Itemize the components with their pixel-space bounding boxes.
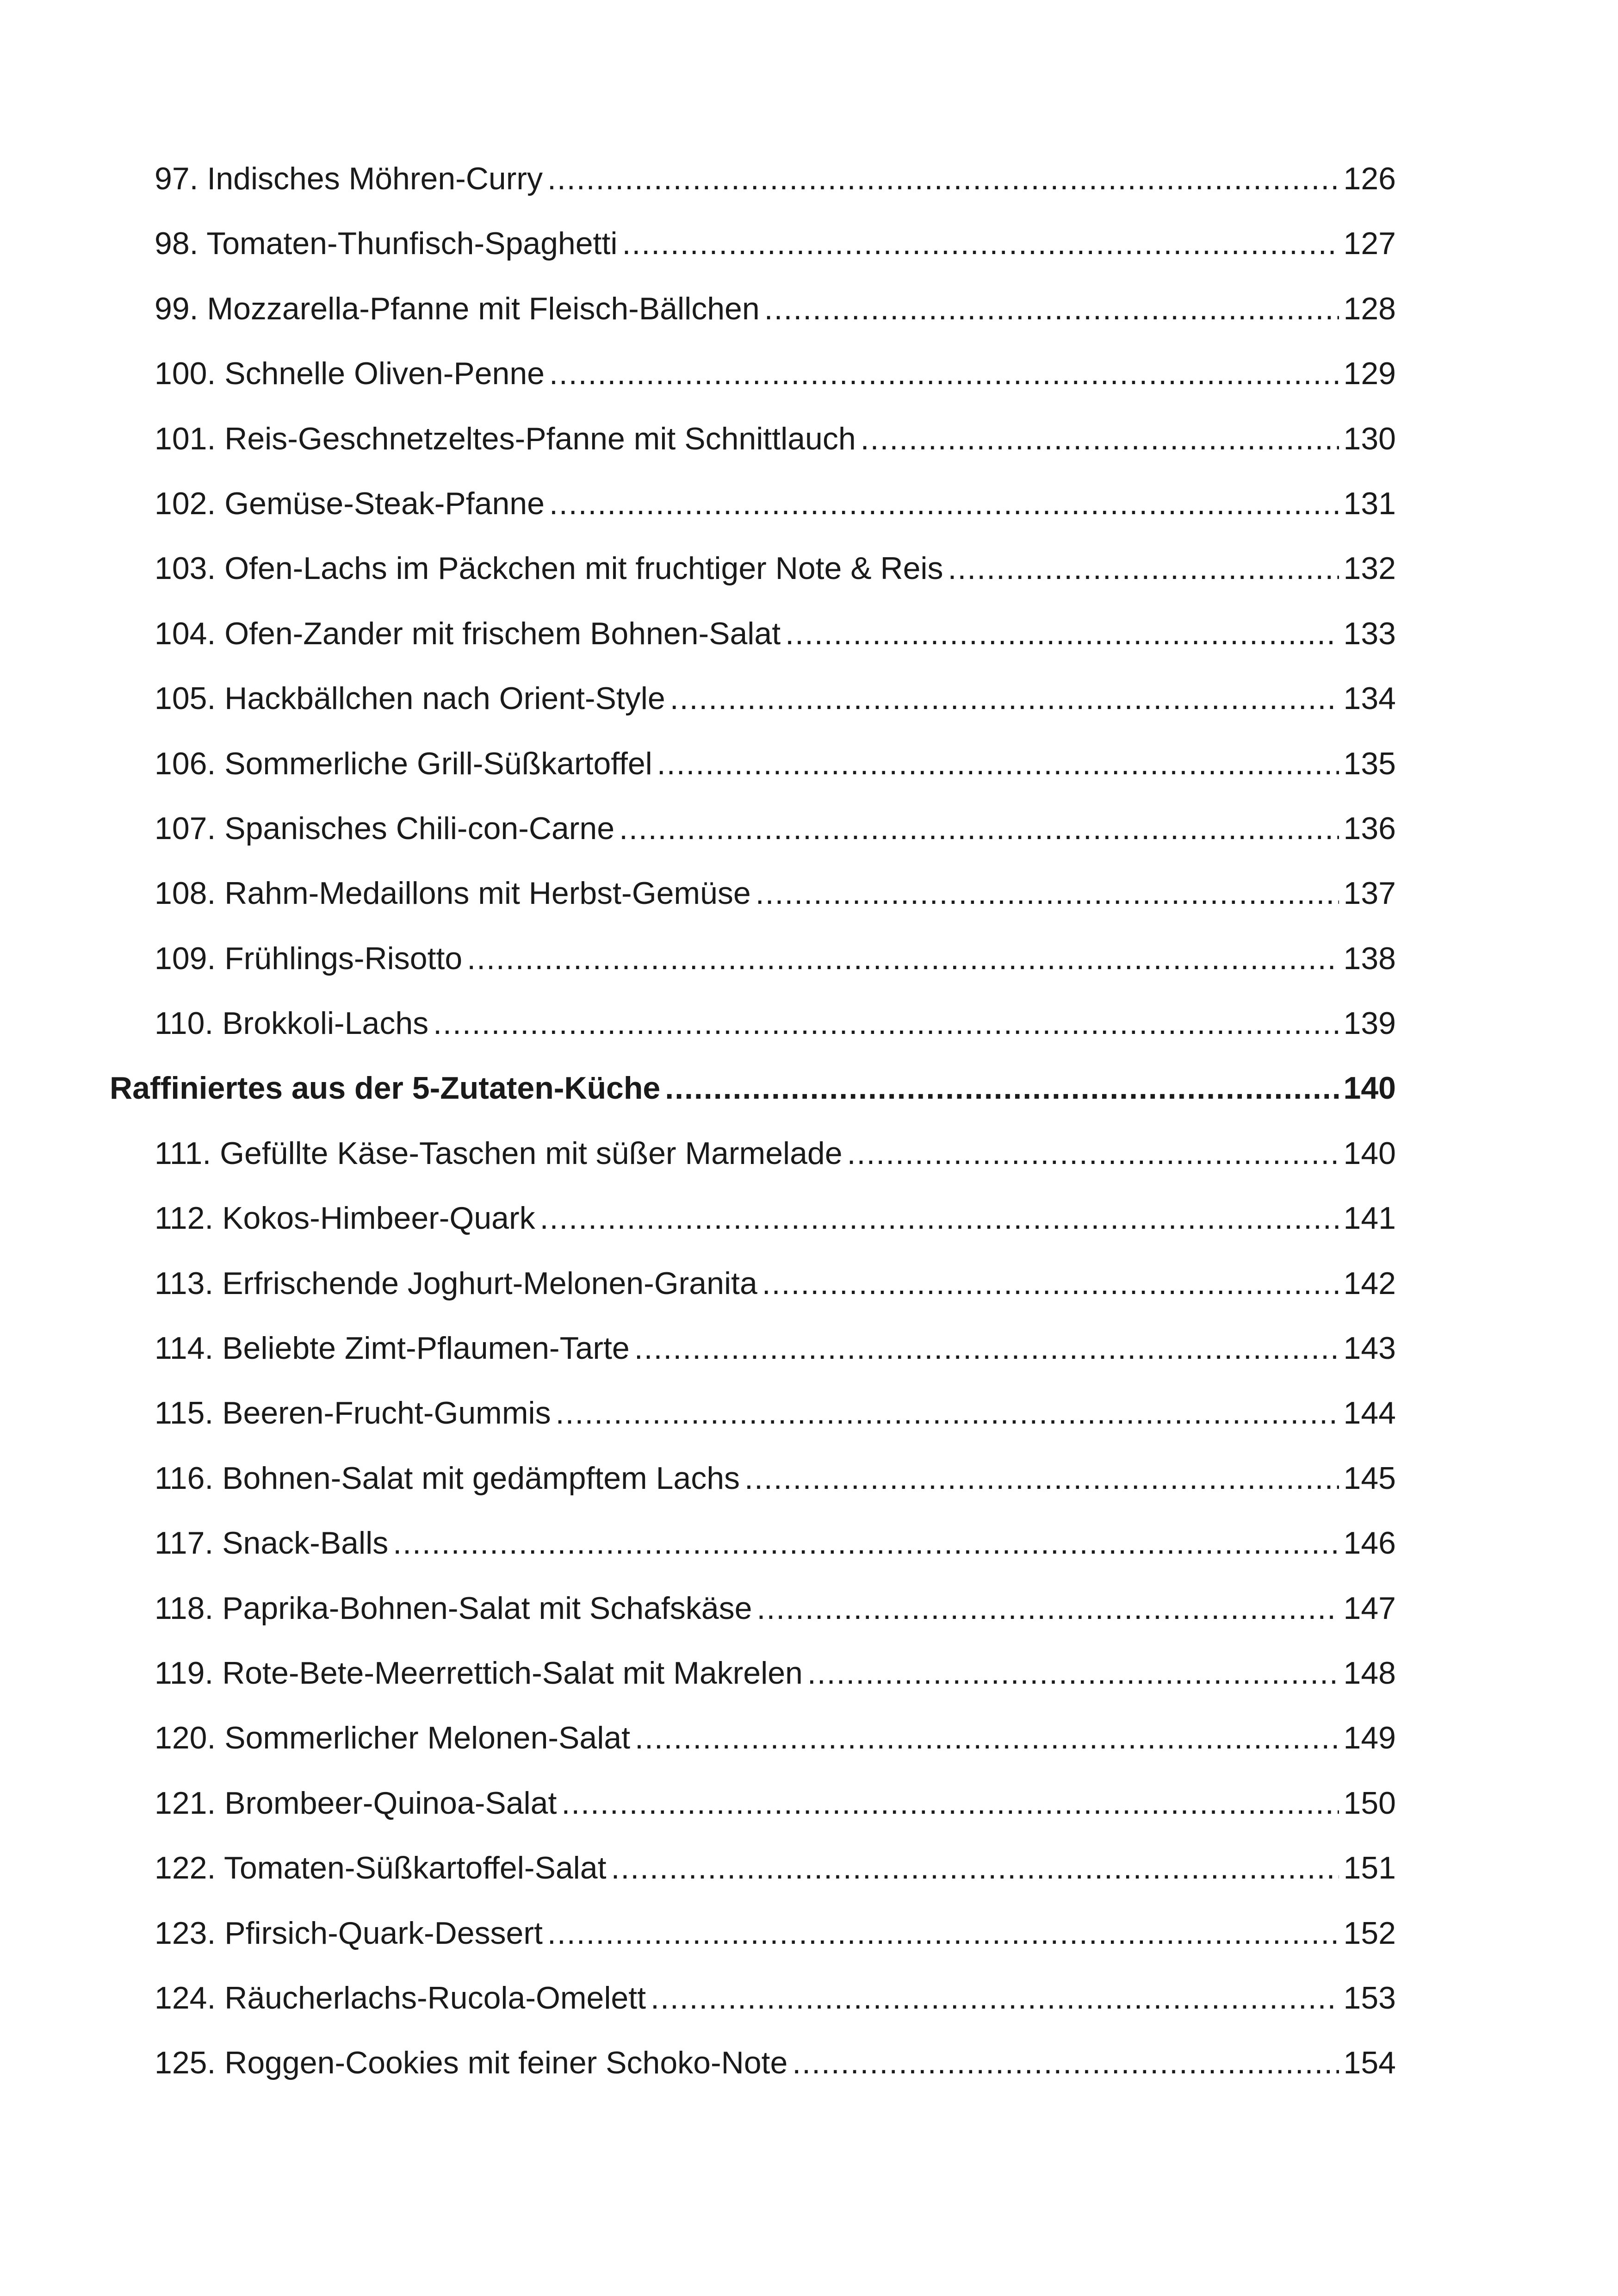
dot-leader [764,293,1339,324]
toc-entry[interactable] [110,358,1396,423]
dot-leader [807,1657,1339,1689]
entry-title: 118. Paprika-Bohnen-Salat mit Schafskäse [155,1590,752,1626]
toc-entry[interactable] [110,1202,1396,1267]
entry-title: 105. Hackbällchen nach Orient-Style [155,681,665,716]
entry-title: 103. Ofen-Lachs im Päckchen mit fruchtiger Note & Reis [155,551,943,586]
dot-leader [948,553,1339,584]
toc-entry[interactable] [110,748,1396,813]
entry-title: 117. Snack-Balls [155,1525,389,1561]
page-number: 140 [1343,1135,1396,1171]
toc-entry[interactable] [110,293,1396,358]
toc-entry[interactable] [110,1917,1396,1982]
dot-leader [847,1138,1339,1169]
dot-leader [634,1332,1339,1364]
toc-entry[interactable] [110,485,1396,553]
entry-title: 104. Ofen-Zander mit frischem Bohnen-Salat [155,616,781,651]
page-number: 141 [1343,1201,1396,1236]
toc-entry[interactable] [110,1527,1396,1592]
page-number: 146 [1343,1525,1396,1561]
entry-title: 110. Brokkoli-Lachs [155,1006,429,1041]
dot-leader [547,163,1339,194]
entry-title: 125. Roggen-Cookies mit feiner Schoko-Note [155,2045,788,2081]
page-number: 127 [1343,226,1396,261]
page-number: 150 [1343,1785,1396,1821]
entry-title: 107. Spanisches Chili-con-Carne [155,810,615,846]
entry-title: 123. Pfirsich-Quark-Dessert [155,1915,543,1951]
entry-title: 113. Erfrischende Joghurt-Melonen-Granita [155,1265,757,1301]
toc-entry[interactable] [110,423,1396,488]
dot-leader [540,1202,1339,1234]
entry-title: 98. Tomaten-Thunfisch-Spaghetti [155,226,618,261]
dot-leader [651,1982,1339,2014]
toc-entry[interactable] [110,683,1396,747]
page-number: 136 [1343,810,1396,846]
dot-leader [756,1593,1339,1624]
dot-leader [792,2047,1339,2078]
toc-entry[interactable] [110,228,1396,292]
toc-entry[interactable] [110,1135,1396,1202]
dot-leader [611,1852,1339,1884]
dot-leader [549,358,1339,389]
dot-leader [635,1722,1339,1754]
page-number: 140 [1343,1070,1396,1106]
dot-leader [561,1787,1339,1819]
entry-title: 111. Gefüllte Käse-Taschen mit süßer Marmelade [155,1135,843,1171]
page-number: 153 [1343,1980,1396,2016]
dot-leader [622,228,1339,259]
dot-leader [756,877,1339,909]
entry-title: 106. Sommerliche Grill-Süßkartoffel [155,746,652,781]
page-number: 128 [1343,291,1396,326]
entry-title: 120. Sommerlicher Melonen-Salat [155,1720,631,1756]
page-number: 151 [1343,1850,1396,1886]
page-number: 152 [1343,1915,1396,1951]
table-of-contents [110,163,1396,2112]
toc-entry[interactable] [110,618,1396,683]
entry-title: 102. Gemüse-Steak-Pfanne [155,485,545,521]
page-number: 132 [1343,551,1396,586]
page-number: 129 [1343,356,1396,392]
page-number: 143 [1343,1331,1396,1366]
toc-entry[interactable] [110,163,1396,228]
page-number: 147 [1343,1590,1396,1626]
page-number: 154 [1343,2045,1396,2081]
page-number: 142 [1343,1265,1396,1301]
dot-leader [556,1397,1339,1429]
entry-title: 97. Indisches Möhren-Curry [155,161,543,196]
toc-entry[interactable] [110,1852,1396,1917]
entry-title: 100. Schnelle Oliven-Penne [155,356,545,392]
page-number: 148 [1343,1655,1396,1691]
entry-title: 124. Räucherlachs-Rucola-Omelett [155,1980,646,2016]
page-number: 138 [1343,940,1396,976]
dot-leader [549,488,1339,519]
dot-leader [665,1072,1339,1104]
section-title: Raffiniertes aus der 5-Zutaten-Küche [110,1070,661,1106]
entry-title: 122. Tomaten-Süßkartoffel-Salat [155,1850,607,1886]
toc-entry[interactable] [110,1982,1396,2047]
page-number: 145 [1343,1460,1396,1496]
dot-leader [762,1268,1339,1299]
entry-title: 116. Bohnen-Salat mit gedämpftem Lachs [155,1460,740,1496]
entry-title: 114. Beliebte Zimt-Pflaumen-Tarte [155,1331,630,1366]
toc-entry[interactable] [110,1265,1396,1332]
entry-title: 121. Brombeer-Quinoa-Salat [155,1785,557,1821]
toc-entry[interactable] [110,553,1396,617]
dot-leader [670,683,1339,714]
entry-title: 119. Rote-Bete-Meerrettich-Salat mit Makrelen [155,1655,803,1691]
page-number: 135 [1343,746,1396,781]
dot-leader [619,813,1339,844]
toc-entry[interactable] [110,1332,1396,1397]
toc-entry[interactable] [110,1462,1396,1527]
entry-title: 108. Rahm-Medaillons mit Herbst-Gemüse [155,876,751,911]
toc-entry[interactable] [110,1787,1396,1852]
toc-entry[interactable] [110,1722,1396,1787]
dot-leader [861,423,1339,454]
page-number: 130 [1343,421,1396,456]
dot-leader [433,1008,1339,1039]
dot-leader [393,1527,1339,1559]
toc-entry[interactable] [110,2047,1396,2112]
entry-title: 109. Frühlings-Risotto [155,940,463,976]
toc-entry[interactable] [110,877,1396,942]
page-number: 144 [1343,1395,1396,1431]
page-number: 126 [1343,161,1396,196]
dot-leader [467,943,1339,974]
toc-entry[interactable] [110,1590,1396,1657]
toc-entry[interactable] [110,1397,1396,1462]
dot-leader [744,1462,1339,1494]
dot-leader [657,748,1339,779]
toc-entry[interactable] [110,1008,1396,1072]
dot-leader [785,618,1339,649]
toc-section-heading[interactable] [110,1072,1396,1137]
entry-title: 112. Kokos-Himbeer-Quark [155,1201,535,1236]
entry-title: 115. Beeren-Frucht-Gummis [155,1395,551,1431]
toc-entry[interactable] [110,810,1396,877]
dot-leader [547,1917,1339,1949]
page-number: 139 [1343,1006,1396,1041]
page-number: 133 [1343,616,1396,651]
entry-title: 99. Mozzarella-Pfanne mit Fleisch-Bällchen [155,291,760,326]
page-number: 134 [1343,681,1396,716]
page-number: 131 [1343,485,1396,521]
page-number: 149 [1343,1720,1396,1756]
entry-title: 101. Reis-Geschnetzeltes-Pfanne mit Schnittlauch [155,421,856,456]
page-number: 137 [1343,876,1396,911]
toc-entry[interactable] [110,1657,1396,1722]
toc-entry[interactable] [110,940,1396,1008]
